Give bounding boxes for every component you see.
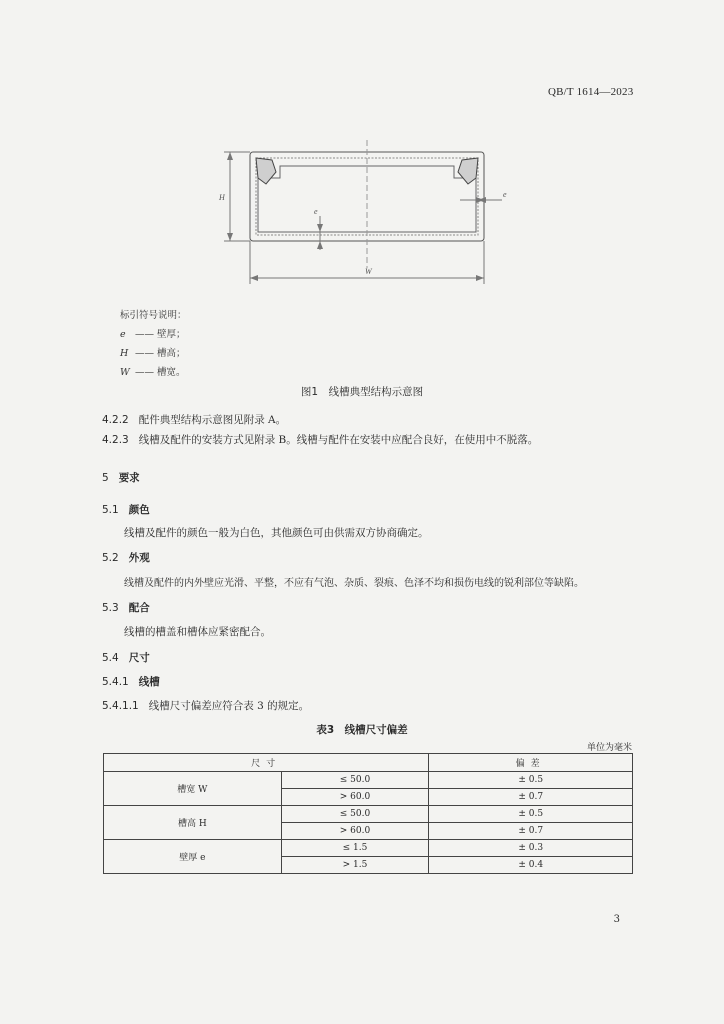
left-clip	[256, 158, 276, 184]
table-unit: 单位为毫米	[586, 743, 632, 753]
table-header-row	[104, 754, 633, 772]
table-row	[104, 806, 633, 823]
section-5-1-text: 线槽及配件的颜色一般为白色，其他颜色可由供需双方协商确定。	[124, 527, 429, 539]
row-group: 壁厚 e	[104, 840, 282, 874]
header-tolerance: 偏差	[429, 754, 633, 772]
tolerance-table	[103, 753, 633, 874]
row-condition: > 60.0	[281, 789, 429, 806]
standard-code: QB/T 1614—2023	[548, 86, 634, 98]
row-condition: ≤ 1.5	[281, 840, 429, 857]
table-title: 表3 线槽尺寸偏差	[316, 724, 408, 736]
section-5-1-heading: 5.1 颜色	[102, 504, 150, 516]
label-h: H	[219, 193, 225, 202]
label-e-left: e	[314, 207, 318, 216]
row-tolerance: ± 0.5	[429, 806, 633, 823]
header-size: 尺寸	[104, 754, 429, 772]
legend-item: W —— 槽宽。	[120, 367, 186, 378]
row-condition: ≤ 50.0	[281, 806, 429, 823]
table-row	[104, 772, 633, 789]
table-row	[104, 840, 633, 857]
figure-caption: 图1 线槽典型结构示意图	[300, 386, 424, 398]
row-group: 槽高 H	[104, 806, 282, 840]
row-condition: > 60.0	[281, 823, 429, 840]
section-5-3-heading: 5.3 配合	[102, 602, 150, 614]
section-5-2-heading: 5.2 外观	[102, 552, 150, 564]
figure-legend	[120, 306, 187, 382]
row-condition: ≤ 50.0	[281, 772, 429, 789]
row-tolerance: ± 0.3	[429, 840, 633, 857]
section-5-2-text: 线槽及配件的内外壁应光滑、平整，不应有气泡、杂质、裂痕、色泽不均和损伤电线的锐利部位等缺陷。	[124, 578, 584, 589]
clause-4-2-3: 4.2.3 线槽及配件的安装方式见附录 B。线槽与配件在安装中应配合良好，在使用中不脱落。	[102, 434, 539, 446]
row-tolerance: ± 0.7	[429, 823, 633, 840]
legend-item: H —— 槽高；	[120, 348, 186, 359]
section-5-3-text: 线槽的槽盖和槽体应紧密配合。	[124, 626, 271, 638]
row-condition: > 1.5	[281, 857, 429, 874]
trunking-diagram	[210, 138, 520, 288]
row-tolerance: ± 0.7	[429, 789, 633, 806]
right-clip	[458, 158, 478, 184]
section-5-4-heading: 5.4 尺寸	[102, 652, 150, 664]
label-w: W	[365, 267, 372, 276]
legend-title: 标引符号说明：	[120, 310, 187, 321]
section-5-heading: 5 要求	[102, 472, 140, 484]
label-e-right: e	[503, 190, 507, 199]
row-tolerance: ± 0.5	[429, 772, 633, 789]
row-tolerance: ± 0.4	[429, 857, 633, 874]
page-number: 3	[613, 914, 620, 925]
row-group: 槽宽 W	[104, 772, 282, 806]
section-5-4-1-heading: 5.4.1 线槽	[102, 676, 160, 688]
clause-4-2-2: 4.2.2 配件典型结构示意图见附录 A。	[102, 414, 287, 426]
legend-item: e —— 壁厚；	[120, 329, 186, 340]
clause-5-4-1-1: 5.4.1.1 线槽尺寸偏差应符合表 3 的规定。	[102, 700, 310, 712]
